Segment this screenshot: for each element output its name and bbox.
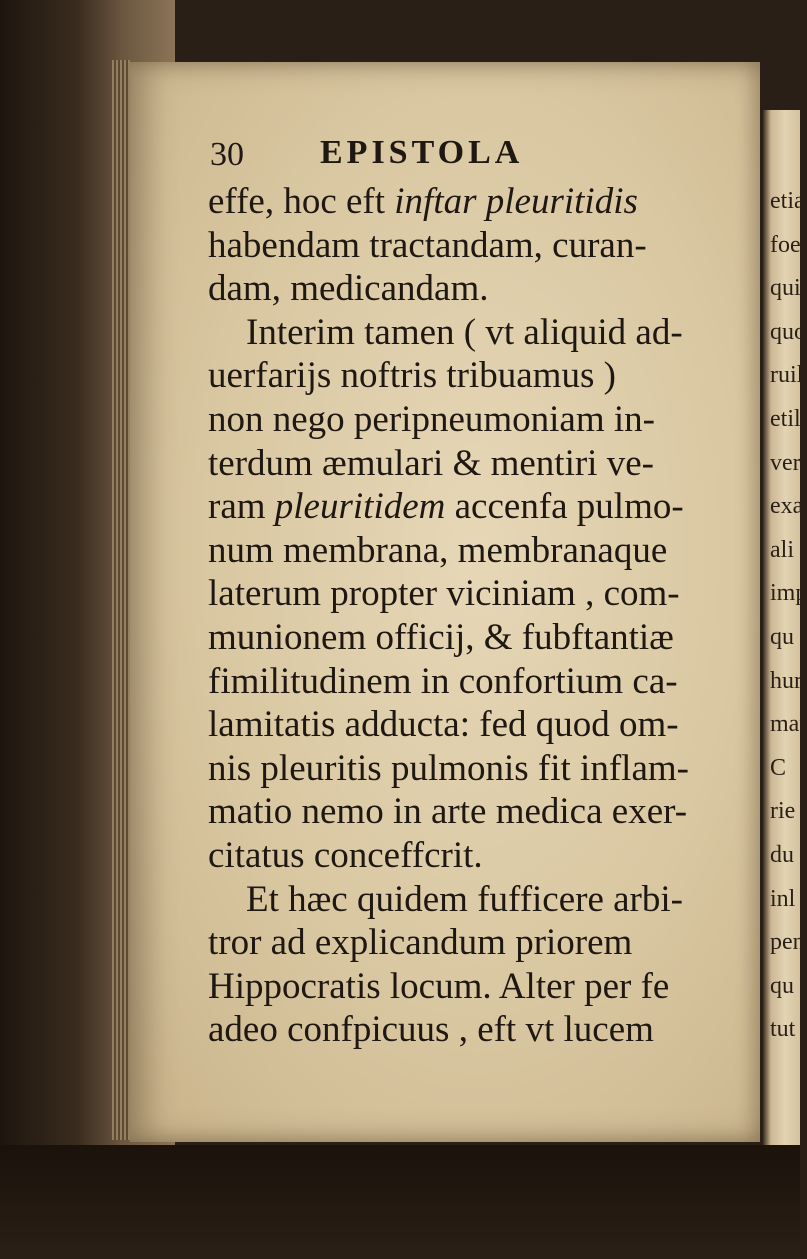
fragment: du [770,841,794,868]
text-run: accenfa pulmo- [445,486,684,528]
text-run: uerfarijs noftris tribuamus ) [208,355,616,397]
fragment: foel [770,231,807,258]
text-line [208,965,764,1009]
fragment: hur [770,667,802,694]
fragment: etia [770,188,805,214]
text-line [208,834,764,878]
text-run: dam, medicandam. [208,268,489,310]
text-run: effe, hoc eft [208,181,395,222]
fragment: ali [770,536,794,563]
text-line [208,180,764,224]
fragment: etil [770,405,801,432]
text-run: lamitatis adducta: fed quod om- [208,704,679,746]
page-header [210,128,730,176]
paragraph-start-line [208,878,764,922]
text-run: tror ad explicandum priorem [208,922,633,964]
bottom-shadow [0,1145,800,1259]
latin-text-body [208,180,764,1052]
page-edges [112,60,130,1140]
fragment: imp [770,580,807,607]
fragment: tut [770,1016,796,1043]
text-run: adeo confpicuus , eft vt lucem [208,1009,654,1051]
text-run: Interim tamen ( vt aliquid ad- [246,311,683,353]
text-line [208,485,764,529]
fragment: quo [770,318,806,345]
fragment: pen [770,929,805,956]
text-run: num membrana, membranaque [208,529,668,571]
fragment: ruil [770,362,804,389]
text-line [208,529,764,573]
fragment: qu [770,972,794,999]
fragment: C [770,754,787,781]
fragment: ver [770,449,801,476]
text-run: laterum propter viciniam , com- [208,573,680,615]
facing-page-text-fragments [770,180,807,1052]
text-run: Et hæc quidem fufficere arbi- [246,878,683,920]
text-line [208,572,764,616]
italic-term: inftar pleuritidis [394,181,638,222]
text-run: nis pleuritis pulmonis fit inflam- [208,747,689,789]
text-run: munionem officij, & fubftantiæ [208,616,674,658]
paragraph-start-line [208,311,764,355]
fragment: quit [770,275,807,302]
text-line [208,267,764,311]
text-run: ram [208,486,275,528]
page-number: 30 [210,136,244,173]
text-run: habendam tractandam, curan- [208,224,647,266]
text-line [208,1008,764,1052]
text-line [208,703,764,747]
text-line [208,224,764,268]
text-line [208,442,764,486]
text-run: citatus conceffcrit. [208,834,483,876]
text-line [208,747,764,791]
text-line [208,398,764,442]
text-line [208,921,764,965]
text-line [208,790,764,834]
text-line [208,616,764,660]
fragment: qu [770,623,794,650]
text-run: matio nemo in arte medica exer- [208,791,688,833]
running-title: EPISTOLA [320,134,524,171]
text-run: fimilitudinem in confortium ca- [208,660,678,702]
text-run: Hippocratis locum. Alter per fe [208,965,670,1007]
text-line [208,660,764,704]
text-run: terdum æmulari & mentiri ve- [208,442,654,484]
fragment: inl [770,885,796,912]
fragment: mat [770,711,806,738]
text-line [208,354,764,398]
fragment: rie [770,798,796,825]
italic-term: pleuritidem [274,486,446,528]
fragment: exa [770,493,804,520]
text-run: non nego peripneumoniam in- [208,398,655,440]
